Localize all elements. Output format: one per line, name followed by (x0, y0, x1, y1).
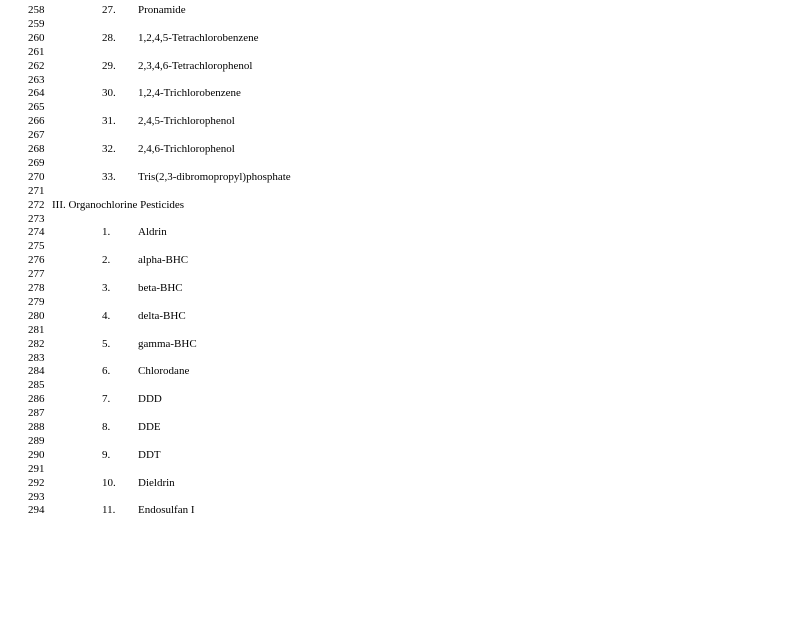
document-line (0, 434, 800, 448)
line-number: 294 (28, 504, 45, 517)
item-number: 11. (102, 504, 116, 517)
document-line (0, 184, 800, 198)
document-line (0, 364, 800, 378)
document-line (0, 156, 800, 170)
document-line (0, 86, 800, 100)
line-number: 267 (28, 129, 45, 142)
document-line (0, 128, 800, 142)
item-text: Aldrin (138, 226, 167, 239)
document-line (0, 59, 800, 73)
item-text: Pronamide (138, 4, 186, 16)
item-number: 5. (102, 337, 111, 350)
item-text: Dieldrin (138, 476, 175, 489)
item-number: 1. (102, 226, 111, 239)
document-line (0, 323, 800, 337)
item-text: 2,3,4,6-Tetrachlorophenol (138, 59, 253, 72)
line-number: 269 (28, 156, 45, 169)
section-heading: III. Organochlorine Pesticides (52, 198, 185, 211)
document-line (0, 503, 800, 517)
document-line (0, 198, 800, 212)
document-line (0, 212, 800, 226)
document-line (0, 73, 800, 87)
document-line (0, 476, 800, 490)
item-number: 2. (102, 254, 111, 267)
item-text: 2,4,5-Trichlorophenol (138, 115, 235, 128)
line-number: 282 (28, 337, 45, 350)
item-text: 1,2,4,5-Tetrachlorobenzene (138, 31, 259, 44)
document-line (0, 225, 800, 239)
line-number: 281 (28, 323, 45, 336)
line-number: 264 (28, 87, 45, 100)
line-number: 280 (28, 309, 45, 322)
line-number: 261 (28, 45, 45, 58)
item-text: alpha-BHC (138, 254, 189, 267)
line-number: 278 (28, 282, 45, 294)
line-number: 273 (28, 212, 45, 225)
document-line (0, 351, 800, 365)
document-line (0, 253, 800, 267)
line-number: 293 (28, 490, 45, 503)
document-line (0, 378, 800, 392)
line-number: 272 (28, 198, 45, 211)
document-line (0, 462, 800, 476)
line-number: 276 (28, 254, 45, 267)
line-number: 292 (28, 476, 45, 489)
item-text: beta-BHC (138, 282, 183, 294)
item-number: 6. (102, 365, 111, 378)
document-line (0, 3, 800, 17)
line-number: 289 (28, 434, 45, 447)
line-number: 286 (28, 393, 45, 406)
document-line (0, 142, 800, 156)
document-line (0, 490, 800, 504)
item-number: 33. (102, 170, 116, 183)
line-number: 265 (28, 101, 45, 114)
document-line (0, 100, 800, 114)
line-number: 283 (28, 351, 45, 364)
document-line (0, 239, 800, 253)
line-number: 291 (28, 462, 45, 475)
line-number: 287 (28, 407, 45, 420)
item-number: 8. (102, 421, 111, 433)
line-number: 262 (28, 59, 45, 72)
line-number: 284 (28, 365, 45, 378)
item-number: 7. (102, 393, 111, 406)
line-number: 260 (28, 31, 45, 44)
item-number: 4. (102, 309, 111, 322)
item-text: 2,4,6-Trichlorophenol (138, 143, 235, 155)
document-line (0, 420, 800, 434)
document-line (0, 281, 800, 295)
line-number: 266 (28, 115, 45, 128)
item-number: 32. (102, 143, 116, 155)
item-text: Chlorodane (138, 365, 190, 378)
item-text: DDE (138, 421, 161, 433)
line-number: 259 (28, 17, 45, 30)
line-number: 290 (28, 448, 45, 461)
document-line (0, 406, 800, 420)
document-line (0, 267, 800, 281)
line-number: 258 (28, 4, 45, 16)
item-number: 3. (102, 282, 111, 294)
document-line (0, 309, 800, 323)
line-number: 285 (28, 379, 45, 392)
item-text: Endosulfan I (138, 504, 195, 517)
item-number: 9. (102, 448, 111, 461)
item-number: 31. (102, 115, 116, 128)
item-text: DDT (138, 448, 161, 461)
item-number: 28. (102, 31, 116, 44)
line-number: 274 (28, 226, 45, 239)
line-number: 279 (28, 295, 45, 308)
item-number: 10. (102, 476, 116, 489)
line-number: 288 (28, 421, 45, 433)
item-text: delta-BHC (138, 309, 186, 322)
line-number: 263 (28, 73, 45, 86)
line-number: 271 (28, 184, 45, 197)
document-line (0, 45, 800, 59)
line-number: 275 (28, 240, 45, 253)
item-number: 30. (102, 87, 116, 100)
item-text: gamma-BHC (138, 337, 197, 350)
item-text: Tris(2,3-dibromopropyl)phosphate (138, 170, 291, 183)
document-line (0, 170, 800, 184)
line-number: 277 (28, 268, 45, 281)
item-number: 27. (102, 4, 116, 16)
item-number: 29. (102, 59, 116, 72)
document-line (0, 448, 800, 462)
line-number: 270 (28, 170, 45, 183)
item-text: 1,2,4-Trichlorobenzene (138, 87, 241, 100)
document-line (0, 31, 800, 45)
document-line (0, 337, 800, 351)
document-line (0, 114, 800, 128)
line-number: 268 (28, 143, 45, 155)
document-line (0, 392, 800, 406)
item-text: DDD (138, 393, 162, 406)
document-line (0, 295, 800, 309)
document-line (0, 17, 800, 31)
